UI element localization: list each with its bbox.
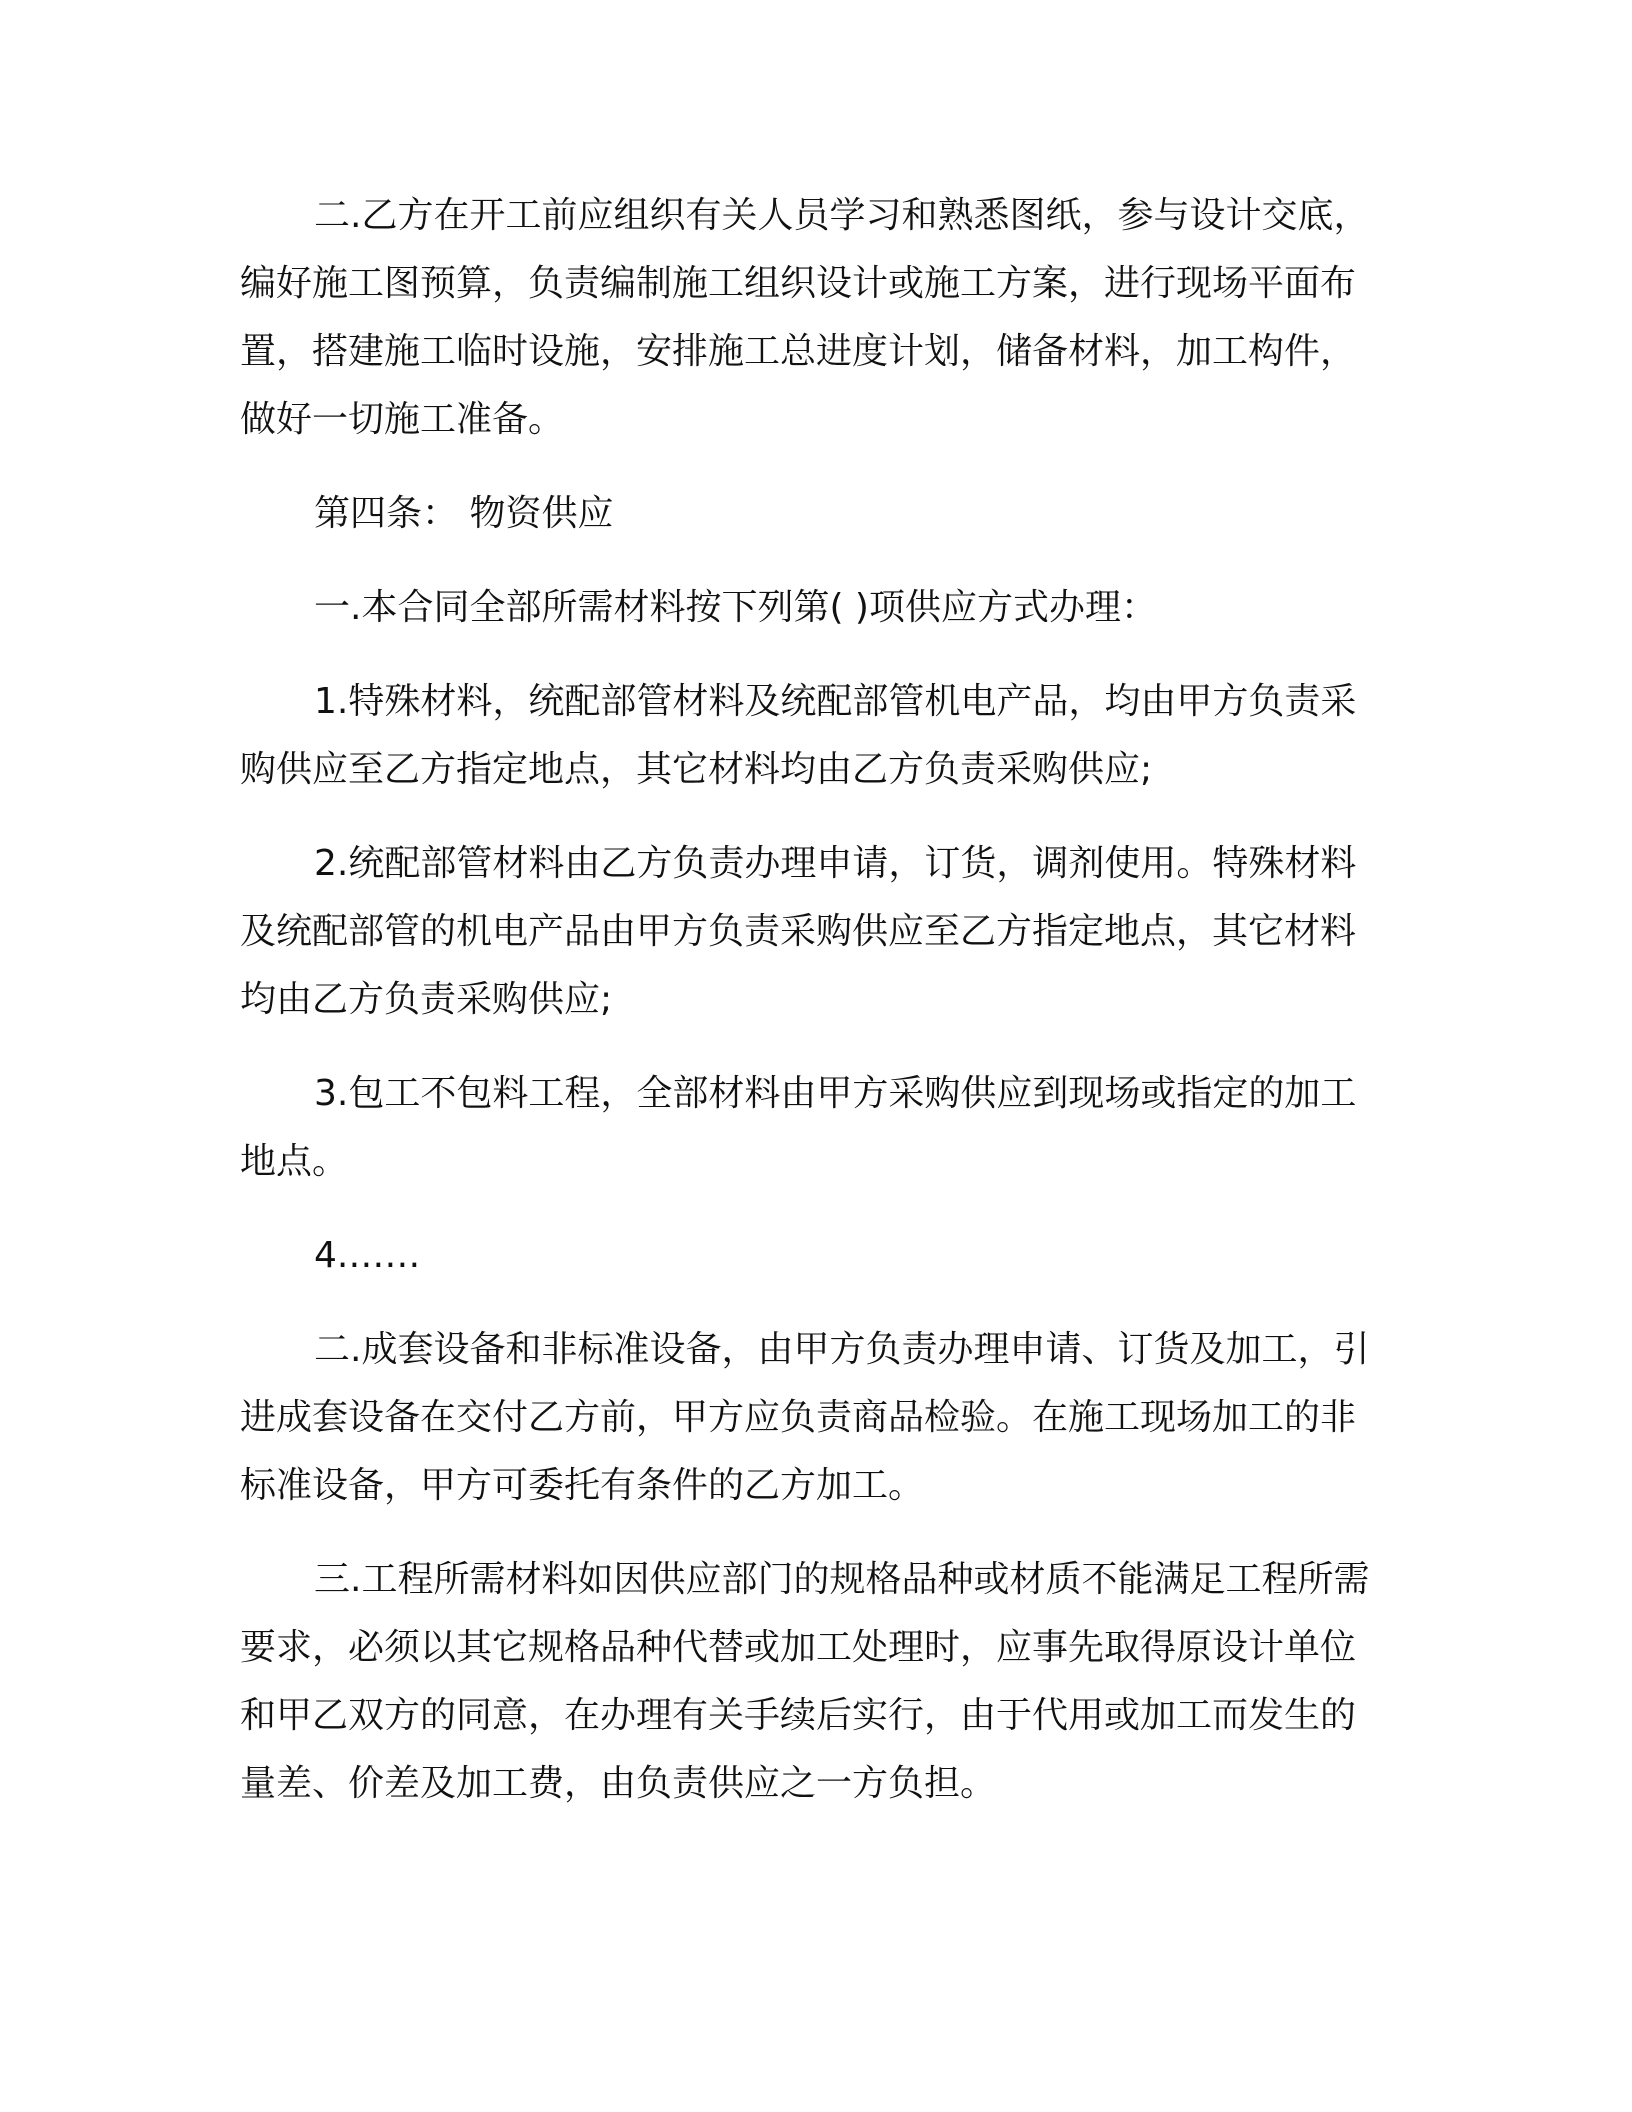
- paragraph-preparation: 二.乙方在开工前应组织有关人员学习和熟悉图纸，参与设计交底，编好施工图预算，负责编制施工组织设计或施工方案，进行现场平面布置，搭建施工临时设施，安排施工总进度计划，储备材料，加工构件，做好一切施工准备。: [240, 195, 1370, 440]
- paragraph-material-substitution: 三.工程所需材料如因供应部门的规格品种或材质不能满足工程所需要求，必须以其它规格品种代替或加工处理时，应事先取得原设计单位和甲乙双方的同意，在办理有关手续后实行，由于代用或加工而发生的量差、价差及加工费，由负责供应之一方负担。: [240, 1559, 1370, 1804]
- document-body: [240, 182, 1388, 1844]
- section-heading-article-4: 第四条： 物资供应: [314, 493, 614, 534]
- paragraph-item-3: 3.包工不包料工程，全部材料由甲方采购供应到现场或指定的加工地点。: [240, 1073, 1357, 1182]
- paragraph-equipment: 二.成套设备和非标准设备，由甲方负责办理申请、订货及加工，引进成套设备在交付乙方前，甲方应负责商品检验。在施工现场加工的非标准设备，甲方可委托有条件的乙方加工。: [240, 1329, 1370, 1506]
- paragraph-supply-method: 一.本合同全部所需材料按下列第( )项供应方式办理：: [314, 587, 1157, 628]
- paragraph-item-4: 4.……: [314, 1235, 421, 1276]
- paragraph-item-1: 1.特殊材料，统配部管材料及统配部管机电产品，均由甲方负责采购供应至乙方指定地点，其它材料均由乙方负责采购供应;: [240, 681, 1357, 790]
- paragraph-item-2: 2.统配部管材料由乙方负责办理申请，订货，调剂使用。特殊材料及统配部管的机电产品由甲方负责采购供应至乙方指定地点，其它材料均由乙方负责采购供应;: [240, 843, 1357, 1020]
